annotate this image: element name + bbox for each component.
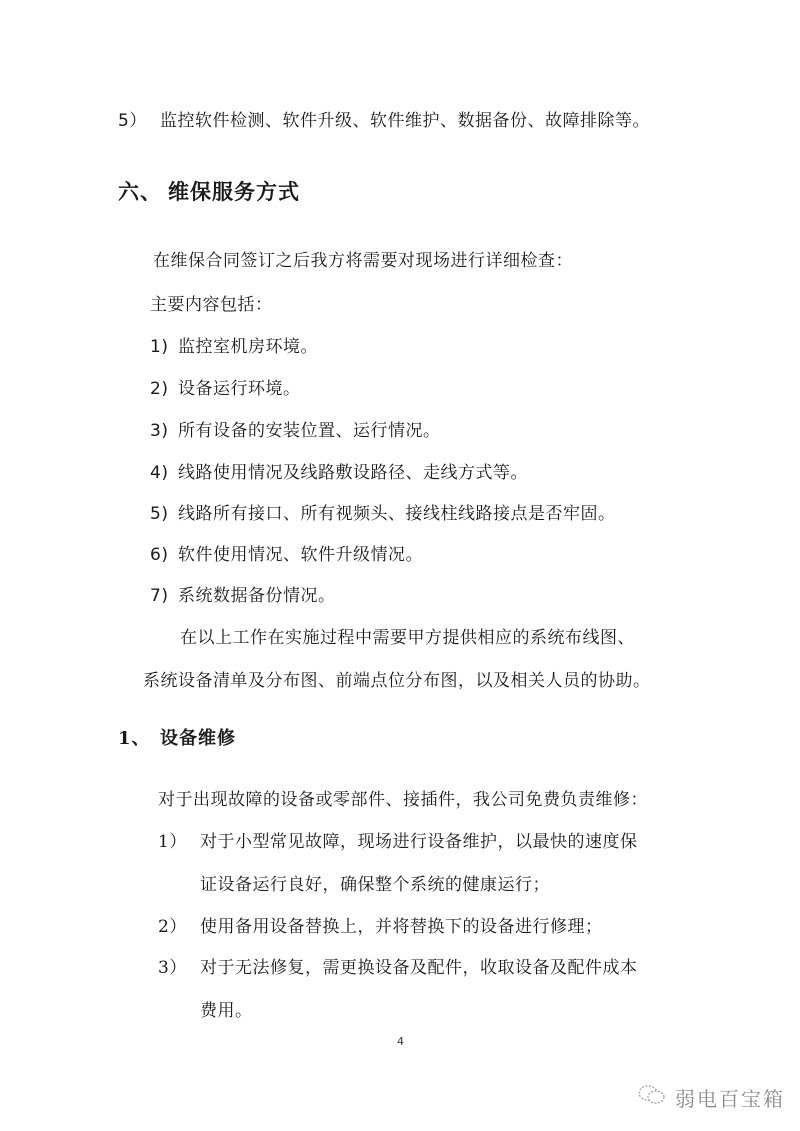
item-text: 线路使用情况及线路敷设路径、走线方式等。 bbox=[178, 463, 528, 483]
check-item bbox=[150, 374, 301, 399]
item-number: 1) bbox=[150, 337, 169, 357]
top-list-item bbox=[118, 106, 650, 131]
repair-item-line: 对于无法修复，需更换设备及配件，收取设备及配件成本 bbox=[200, 958, 638, 978]
repair-item-line: 对于小型常见故障，现场进行设备维护，以最快的速度保 bbox=[200, 832, 638, 852]
repair-item-line: 费用。 bbox=[200, 1001, 253, 1021]
item-text: 监控软件检测、软件升级、软件维护、数据备份、故障排除等。 bbox=[160, 111, 650, 131]
wechat-icon bbox=[637, 1084, 675, 1111]
repair-item-number: 3） bbox=[158, 958, 187, 978]
check-item bbox=[150, 416, 441, 441]
item-number: 7) bbox=[150, 586, 169, 606]
item-text: 线路所有接口、所有视频头、接线柱线路接点是否牢固。 bbox=[178, 504, 616, 524]
subsection-title: 设备维修 bbox=[160, 728, 236, 749]
section-title: 维保服务方式 bbox=[168, 180, 300, 204]
subsection-number: 1、 bbox=[118, 728, 151, 749]
requirement-line-2: 系统设备清单及分布图、前端点位分布图，以及相关人员的协助。 bbox=[143, 671, 651, 691]
item-number: 4) bbox=[150, 463, 169, 483]
subsection-heading bbox=[118, 724, 236, 750]
repair-item-number: 2） bbox=[158, 917, 187, 937]
item-text: 软件使用情况、软件升级情况。 bbox=[178, 545, 423, 565]
check-item bbox=[150, 332, 318, 357]
watermark-text: 弱电百宝箱 bbox=[675, 1087, 785, 1111]
item-text: 监控室机房环境。 bbox=[178, 337, 318, 357]
check-item bbox=[150, 499, 616, 524]
intro-line-1: 在维保合同签订之后我方将需要对现场进行详细检查： bbox=[153, 251, 573, 271]
section-heading bbox=[118, 176, 300, 206]
item-number: 3) bbox=[150, 421, 169, 441]
item-text: 所有设备的安装位置、运行情况。 bbox=[178, 421, 441, 441]
repair-item-line: 使用备用设备替换上，并将替换下的设备进行修理； bbox=[200, 917, 603, 937]
item-number: 5） bbox=[118, 111, 147, 131]
repair-item-number: 1） bbox=[158, 832, 187, 852]
check-item bbox=[150, 458, 528, 483]
repair-intro: 对于出现故障的设备或零部件、接插件，我公司免费负责维修： bbox=[158, 790, 648, 810]
repair-item-line: 证设备运行良好，确保整个系统的健康运行； bbox=[200, 875, 550, 895]
item-text: 设备运行环境。 bbox=[178, 379, 301, 399]
item-number: 6) bbox=[150, 545, 169, 565]
section-number: 六、 bbox=[118, 180, 162, 204]
item-number: 2) bbox=[150, 379, 169, 399]
check-item bbox=[150, 581, 336, 606]
item-text: 系统数据备份情况。 bbox=[178, 586, 336, 606]
page-number: 4 bbox=[397, 1035, 404, 1048]
check-item bbox=[150, 540, 423, 565]
requirement-line-1: 在以上工作在实施过程中需要甲方提供相应的系统布线图、 bbox=[180, 628, 635, 648]
intro-line-2: 主要内容包括： bbox=[150, 295, 273, 315]
item-number: 5) bbox=[150, 504, 169, 524]
watermark bbox=[637, 1083, 785, 1112]
